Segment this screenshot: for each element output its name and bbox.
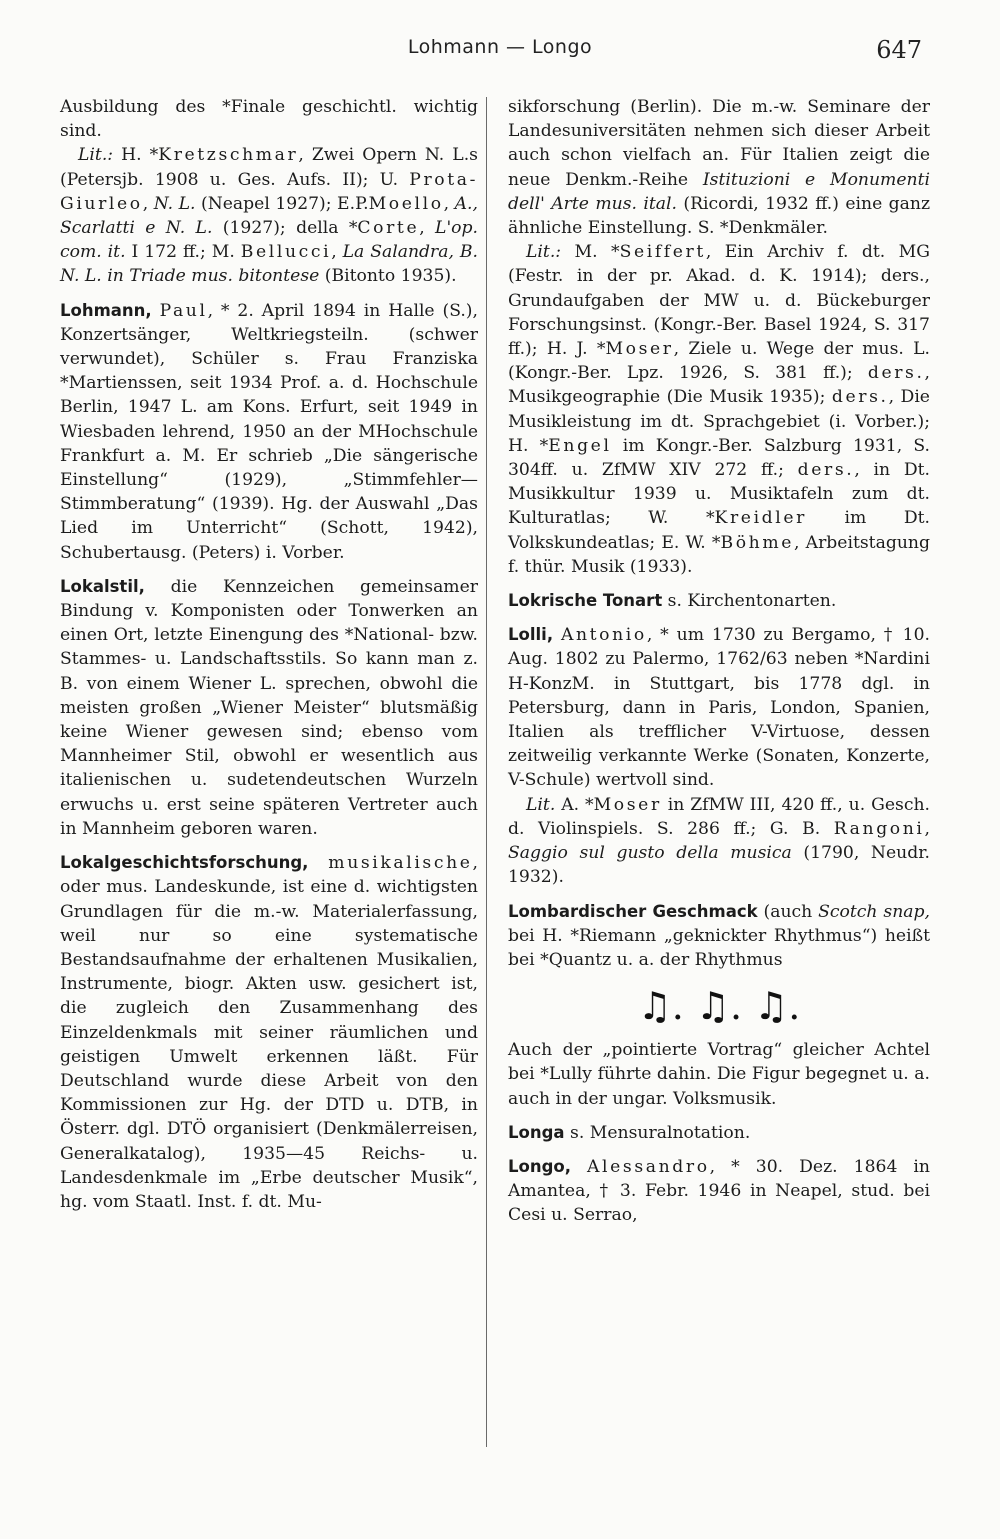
right-column <box>508 95 930 1228</box>
entry-headword: Lombardischer Geschmack <box>508 901 758 921</box>
entry-headword: Lokalstil, <box>60 576 145 596</box>
entry-longo: Longo, Alessandro, * 30. Dez. 1864 in Amantea, † 3. Febr. 1946 in Neapel, stud. bei Cesi u. Serrao, <box>508 1156 930 1226</box>
rhythm-notation-icon: ♫. ♫. ♫. <box>637 984 801 1029</box>
left-column <box>60 95 478 1214</box>
lombard-continuation: Auch der „pointierte Vortrag“ gleicher Achtel bei *Lully führte dahin. Die Figur begegnet u. a. auch in der ungar. Volksmusik. <box>508 1040 930 1109</box>
entry-lokrische-tonart: Lokrische Tonart s. Kirchentonarten. <box>508 591 837 612</box>
entry-lolli: Lolli, Antonio, * um 1730 zu Bergamo, † 10. Aug. 1802 zu Palermo, 1762/63 neben *Nardini H-KonzM. in Stuttgart, bis 1778 dgl. in Petersburg, dann in Paris, London, Spanien, Italien als trefflicher V-Virtuose, dessen zeitweilig verkannte Werke (Sonaten, Konzerte, V-Schule) wertvoll sind. <box>508 625 931 791</box>
finale-continuation: Ausbildung des *Finale geschichtl. wichtig sind. <box>60 97 478 142</box>
entry-lohmann: Lohmann, Paul, * 2. April 1894 in Halle (S.), Konzertsänger, Weltkriegsteiln. (schwer verwundet), Schüler s. Frau Franziska *Martienssen, seit 1934 Prof. a. d. Hochschule Berlin, 1947 L. am Kons. Erfurt, seit 1949 in Wiesbaden lehrend, 1950 an der MHochschule Frankfurt a. M. Er schrieb „Die sängerische Einstellung“ (1929), „Stimmfehler—Stimmberatung“ (1939). Hg. der Auswahl „Das Lied im Unterricht“ (Schott, 1942), Schubertausg. (Peters) i. Vorber. <box>60 300 478 563</box>
entry-headword: Lokrische Tonart <box>508 591 663 611</box>
running-head: Lohmann — Longo <box>407 36 593 58</box>
entry-headword: Longa <box>508 1122 565 1142</box>
column-divider <box>486 97 487 1447</box>
entry-headword: Lolli, <box>508 625 554 645</box>
entry-lokalgeschichtsforschung: Lokalgeschichtsforschung, musikalische, oder mus. Landeskunde, ist eine d. wichtigsten Grundlagen für die m.-w. Materialerfassung, weil nur so eine systematische Bestandsaufnahme der erhaltenen Musikalien, Instrumente, biogr. Akten usw. gesichert ist, die zugleich den Zusammenhang des Einzeldenkmals mit seiner räumlichen und geistigen Umwelt erkennen läßt. Für Deutschland wurde diese Arbeit von den Kommissionen zur Hg. der DTD u. DTB, in Österr. dgl. DTÖ organisiert (Denkmälerreisen, Generalkatalog), 1935—45 Reichs- u. Landesdenkmale im „Erbe deutscher Musik“, hg. vom Staatl. Inst. f. dt. Mu- <box>60 853 478 1212</box>
entry-headword: Lokalgeschichtsforschung, <box>60 853 309 873</box>
entry-headword: Longo, <box>508 1156 572 1176</box>
entry-longa: Longa s. Mensuralnotation. <box>508 1122 751 1143</box>
entry-headword: Lohmann, <box>60 300 152 320</box>
page-number: 647 <box>876 36 922 64</box>
literature-paragraph: Lit.: M. *Seiffert, Ein Archiv f. dt. MG (Festr. in der pr. Akad. d. K. 1914); ders., Grundaufgaben der MW u. d. Bückeburger Forschungsinst. (Kongr.-Ber. Basel 1924, S. 317 ff.); H. J. *Moser, Ziele u. Wege der mus. L. (Kongr.-Ber. Lpz. 1926, S. 381 ff.); ders., Musikgeographie (Die Musik 1935); ders., Die Musikleistung im dt. Sprachgebiet (i. Vorber.); H. *Engel im Kongr.-Ber. Salzburg 1931, S. 304ff. u. ZfMW XIV 272 ff.; ders., in Dt. Musikkultur 1939 u. Musiktafeln zum dt. Kulturatlas; W. *Kreidler im Dt. Volkskundeatlas; E. W. *Böhme, Arbeitstagung f. thür. Musik (1933). <box>508 242 931 577</box>
entry-lombardischer-geschmack: Lombardischer Geschmack (auch Scotch snap, bei H. *Riemann „geknickter Rhythmus“) heißt bei *Quantz u. a. der Rhythmus <box>508 901 930 970</box>
literature-paragraph: Lit. A. *Moser in ZfMW III, 420 ff., u. Gesch. d. Violinspiels. S. 286 ff.; G. B. Rangoni, Saggio sul gusto della musica (1790, Neudr. 1932). <box>508 794 930 888</box>
lokalgeschichte-continuation: sikforschung (Berlin). Die m.-w. Seminare der Landesuniversitäten nehmen sich dieser Arbeit auch schon vielfach an. Für Italien zeigt die neue Denkm.-Reihe Istituzioni e Monumenti dell' Arte mus. ital. (Ricordi, 1932 ff.) eine ganz ähnliche Einstellung. S. *Denkmäler. <box>508 97 930 239</box>
literature-paragraph: Lit.: H. *Kretzschmar, Zwei Opern N. L.s (Petersjb. 1908 u. Ges. Aufs. II); U. Prota-Giurleo, N. L. (Neapel 1927); E.P.Moello, A., Scarlatti e N. L. (1927); della *Corte, L'op. com. it. I 172 ff.; M. Bellucci, La Salandra, B. N. L. in Triade mus. bitontese (Bitonto 1935). <box>60 145 478 287</box>
page-header <box>0 36 1000 66</box>
entry-lokalstil: Lokalstil, die Kennzeichen gemeinsamer Bindung v. Komponisten oder Tonwerken an einen Ort, letzte Einengung des *National- bzw. Stammes- u. Landschaftsstils. So kann man z. B. von einem Wiener L. sprechen, obwohl die meisten großen „Wiener Meister“ blutsmäßig keine Wiener gewesen sind; ebenso vom Mannheimer Stil, obwohl er wesentlich aus italienischen u. sudetendeutschen Wurzeln erwuchs u. erst seine späteren Vertreter auch in Mannheim geboren waren. <box>60 576 478 839</box>
